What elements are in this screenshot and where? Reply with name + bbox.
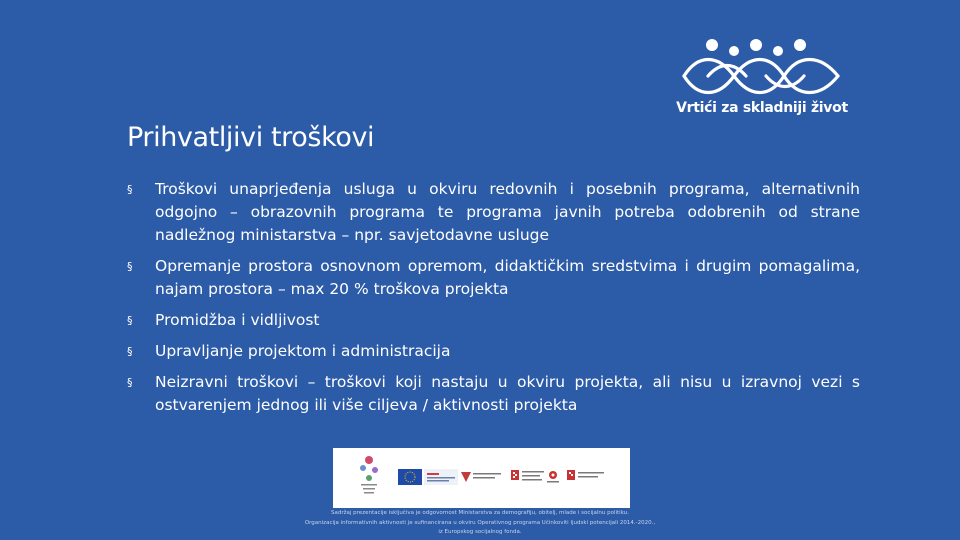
bullet-text: Promidžba i vidljivost (155, 311, 320, 329)
list-item (127, 178, 860, 247)
cost-list (127, 178, 860, 425)
bullet-text: Upravljanje projektom i administracija (155, 342, 451, 360)
bullet-marker: § (127, 314, 133, 327)
government-logo-icon (547, 471, 559, 483)
list-item (127, 371, 860, 417)
disclaimer-line: Organizacija informativnih aktivnosti je sufinancirana u okviru Operativnog programa Učinkoviti ljudski potencijali 2014.-2020., (304, 519, 656, 526)
list-item (127, 255, 860, 301)
slide-title: Prihvatljivi troškovi (127, 122, 375, 153)
disclaimer-line: iz Europskog socijalnog fonda. (438, 529, 522, 535)
bullet-marker: § (127, 260, 133, 273)
croatian-coat-of-arms-icon (511, 470, 544, 481)
agency-logo-icon (567, 470, 604, 480)
bullet-text: Opremanje prostora osnovnom opremom, didaktičkim sredstvima i drugim pomagalima, najam prostora – max 20 % troškova projekta (155, 257, 860, 298)
bullet-marker: § (127, 345, 133, 358)
logo-text: Vrtići za skladniji život (676, 100, 848, 116)
funding-logos-strip (333, 448, 630, 508)
children-figures-logo-icon (678, 34, 846, 98)
bullet-text: Neizravni troškovi – troškovi koji nastaju u okviru projekta, ali nisu u izravnoj vezi s ostvarenjem jednog ili više ciljeva / aktivnosti projekta (155, 373, 860, 414)
list-item (127, 309, 860, 332)
disclaimer-line: Sadržaj prezentacije isključiva je odgovornost Ministarstva za demografiju, obitelj, mlade i socijalnu politiku. (331, 510, 629, 516)
bullet-text: Troškovi unaprjeđenja usluga u okviru redovnih i posebnih programa, alternativnih odgojno – obrazovnih programa te programa javnih potreba odobrenih od strane nadležnog ministarstva – npr. savjetodavne usluge (155, 180, 860, 244)
investment-logo-icon (461, 472, 501, 482)
bullet-marker: § (127, 376, 133, 389)
funding-logos-icon (333, 448, 630, 508)
project-logo (672, 34, 852, 126)
esf-logo-icon (424, 469, 458, 485)
funding-disclaimer (270, 509, 690, 538)
eu-flag-icon (398, 469, 422, 485)
list-item (127, 340, 860, 363)
ministry-emblem-icon (360, 456, 378, 494)
bullet-marker: § (127, 183, 133, 196)
